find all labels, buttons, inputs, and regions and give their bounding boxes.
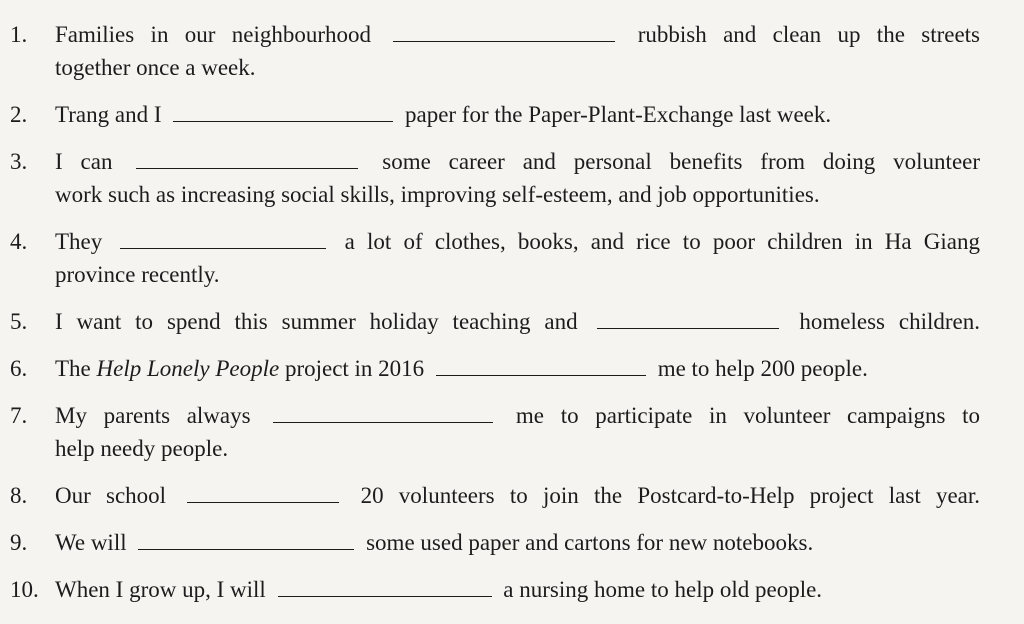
text-before-blank: When I grow up, I will [55,577,266,602]
text-after-blank: me to participate in volunteer campaigns to [515,403,980,428]
question-continuation: together once a week. [55,55,256,80]
answer-blank[interactable] [136,146,358,169]
text-after-blank: paper for the Paper-Plant-Exchange last week. [404,102,832,127]
question-line [55,526,980,559]
text-after-blank: a nursing home to help old people. [503,577,823,602]
question-number: 2. [10,102,28,127]
text-after-blank: some used paper and cartons for new notebooks. [366,530,814,555]
question-text [55,479,980,512]
question-line [55,305,980,338]
question-1 [10,18,980,84]
question-text [55,526,980,559]
question-number: 8. [10,483,28,508]
question-5 [10,305,980,338]
question-text [55,399,980,465]
answer-blank[interactable] [278,574,492,597]
question-number: 6. [10,356,28,381]
question-number: 3. [10,149,28,174]
question-text [55,225,980,291]
question-text [55,352,980,385]
question-text [55,98,980,131]
project-name: Help Lonely People [96,356,280,381]
text-after-blank: homeless children. [799,309,980,334]
question-text [55,145,980,211]
text-after-blank: a lot of clothes, books, and rice to poor children in Ha Giang [344,229,981,254]
question-line [55,98,980,131]
question-2 [10,98,980,131]
text-before-blank: We will [55,530,127,555]
question-number: 9. [10,530,28,555]
text-after-blank: some career and personal benefits from doing volunteer [382,149,981,174]
answer-blank[interactable] [597,306,779,329]
text-after-blank: me to help 200 people. [657,356,868,381]
question-6 [10,352,980,385]
question-line [55,225,980,258]
text-before-blank: I want to spend this summer holiday teaching and [55,309,578,334]
question-text [55,305,980,338]
question-7 [10,399,980,465]
text-after-blank: 20 volunteers to join the Postcard-to-Help project last year. [360,483,981,508]
question-9 [10,526,980,559]
text-before-blank: The [55,356,91,381]
answer-blank[interactable] [393,19,615,42]
text-before-blank: I can [55,149,113,174]
answer-blank[interactable] [436,353,646,376]
answer-blank[interactable] [138,527,354,550]
question-text [55,18,980,84]
question-number: 1. [10,22,28,47]
question-number: 10. [10,577,39,602]
question-text [55,573,980,606]
question-line [55,18,980,51]
question-number: 7. [10,403,28,428]
answer-blank[interactable] [187,480,339,503]
question-line [55,352,980,385]
question-3 [10,145,980,211]
question-line [55,479,980,512]
text-before-blank: Our school [55,483,167,508]
answer-blank[interactable] [173,99,393,122]
question-number: 5. [10,309,28,334]
text-before-blank: Trang and I [55,102,162,127]
answer-blank[interactable] [273,400,493,423]
text-before-blank-rest: project in 2016 [284,356,425,381]
question-continuation: province recently. [55,262,220,287]
text-after-blank: rubbish and clean up the streets [637,22,981,47]
answer-blank[interactable] [120,226,326,249]
question-continuation: work such as increasing social skills, improving self-esteem, and job opportunities. [55,182,820,207]
text-before-blank: Families in our neighbourhood [55,22,372,47]
question-number: 4. [10,229,28,254]
text-before-blank: They [55,229,103,254]
question-line [55,145,980,178]
question-4 [10,225,980,291]
text-before-blank: My parents always [55,403,251,428]
question-10 [10,573,980,606]
question-line [55,573,980,606]
question-8 [10,479,980,512]
question-line [55,399,980,432]
question-continuation: help needy people. [55,436,229,461]
